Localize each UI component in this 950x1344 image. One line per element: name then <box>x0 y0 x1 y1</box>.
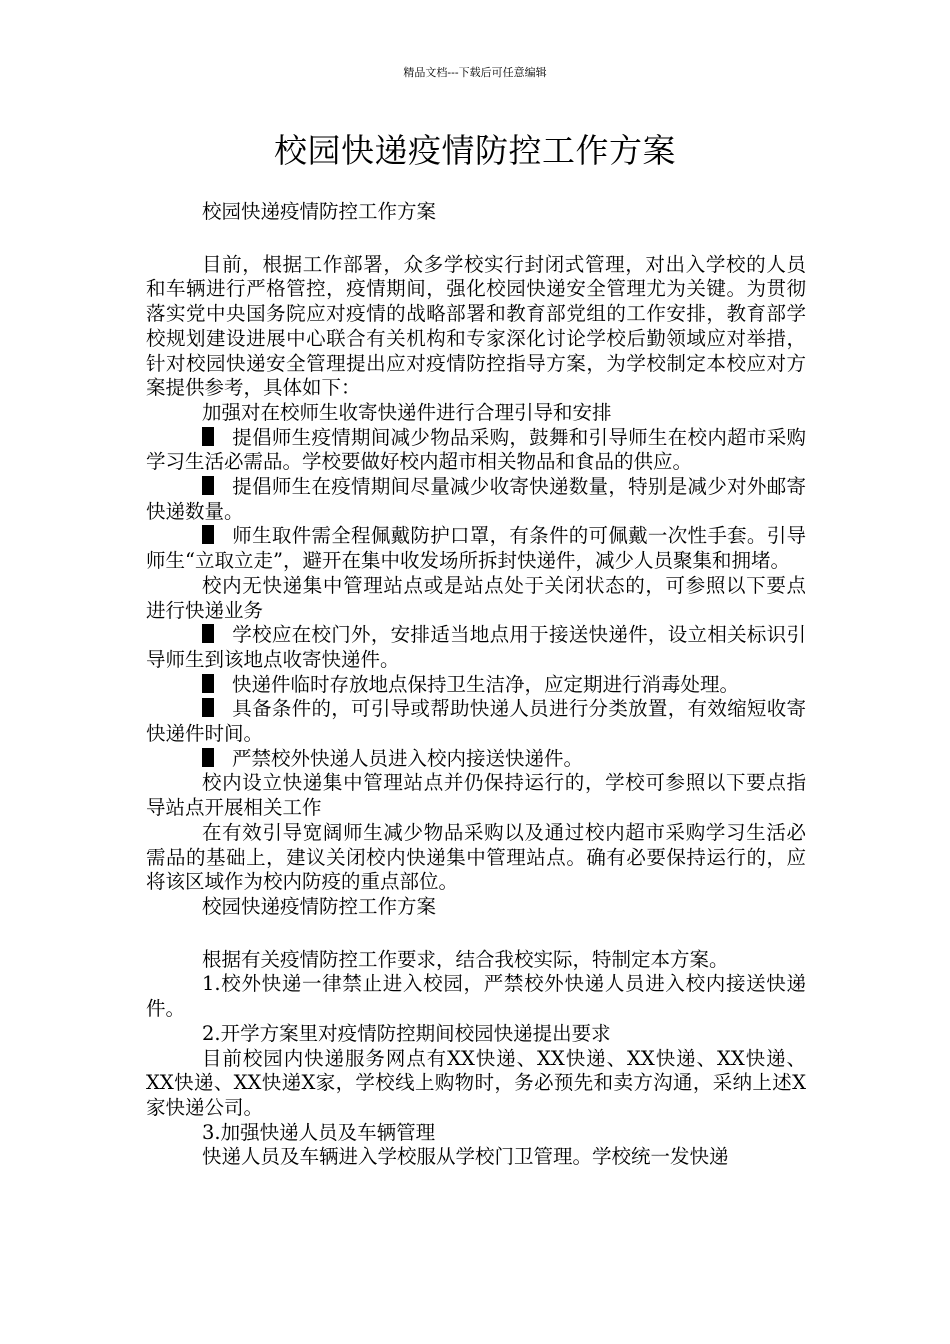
body-paragraph: 在有效引导宽阔师生减少物品采购以及通过校内超市采购学习生活必需品的基础上，建议关闭校内快递集中管理站点。确有必要保持运行的，应将该区域作为校内防疫的重点部位。 <box>146 820 806 894</box>
body-paragraph: 根据有关疫情防控工作要求，结合我校实际，特制定本方案。 <box>202 947 729 971</box>
document-title: 校园快递疫情防控工作方案 <box>274 131 676 170</box>
subtitle-paragraph: 校园快递疫情防控工作方案 <box>202 200 437 223</box>
bullet-square-icon <box>202 525 214 544</box>
body-paragraph: 目前校园内快递服务网点有XX快递、XX快递、XX快递、XX快递、XX快递、XX快递X家，学校线上购物时，务必预先和卖方沟通，采纳上述X家快递公司。 <box>146 1046 806 1119</box>
bullet-text: 师生取件需全程佩戴防护口罩，有条件的可佩戴一次性手套。引导师生“立取立走”，避开在集中收发场所拆封快递件，减少人员聚集和拥堵。 <box>146 524 806 573</box>
bullet-item <box>146 524 806 573</box>
bullet-item <box>146 426 806 475</box>
numbered-item: 1.校外快递一律禁止进入校园，严禁校外快递人员进入校内接送快递件。 <box>146 972 806 1021</box>
header-note: 精品文档---下载后可任意编辑 <box>403 66 547 79</box>
bullet-item <box>146 673 806 698</box>
bullet-square-icon <box>202 427 214 446</box>
section-heading: 加强对在校师生收寄快递件进行合理引导和安排 <box>202 400 612 424</box>
bullet-item <box>146 475 806 524</box>
subtitle-paragraph: 校园快递疫情防控工作方案 <box>202 894 437 918</box>
bullet-text: 快递件临时存放地点保持卫生洁净，应定期进行消毒处理。 <box>232 672 740 696</box>
bullet-square-icon <box>202 748 214 767</box>
bullet-item <box>146 623 806 672</box>
paragraph-gap <box>146 225 806 253</box>
bullet-square-icon <box>202 476 214 495</box>
bullet-text: 严禁校外快递人员进入校内接送快递件。 <box>232 746 584 770</box>
bullet-square-icon <box>202 624 214 643</box>
bullet-item <box>146 747 806 772</box>
numbered-item: 2.开学方案里对疫情防控期间校园快递提出要求 <box>202 1021 611 1045</box>
numbered-item: 3.加强快递人员及车辆管理 <box>202 1120 436 1144</box>
section-heading: 校内无快递集中管理站点或是站点处于关闭状态的，可参照以下要点进行快递业务 <box>146 573 806 622</box>
section-heading: 校内设立快递集中管理站点并仍保持运行的，学校可参照以下要点指导站点开展相关工作 <box>146 771 806 820</box>
paragraph-gap <box>146 920 806 948</box>
intro-paragraph: 目前，根据工作部署，众多学校实行封闭式管理，对出入学校的人员和车辆进行严格管控，疫情期间，强化校园快递安全管理尤为关键。为贯彻落实党中央国务院应对疫情的战略部署和教育部党组的工作安排，教育部学校规划建设进展中心联合有关机构和专家深化讨论学校后勤领域应对举措，针对校园快递安全管理提出应对疫情防控指导方案，为学校制定本校应对方案提供参考，具体如下： <box>146 252 806 400</box>
bullet-text: 学校应在校门外，安排适当地点用于接送快递件，设立相关标识引导师生到该地点收寄快递件。 <box>146 623 806 671</box>
bullet-item <box>146 697 806 746</box>
document-body <box>146 200 806 1170</box>
body-paragraph: 快递人员及车辆进入学校服从学校门卫管理。学校统一发快递 <box>202 1145 729 1169</box>
bullet-text: 提倡师生疫情期间减少物品采购，鼓舞和引导师生在校内超市采购学习生活必需品。学校要做好校内超市相关物品和食品的供应。 <box>146 425 806 474</box>
bullet-square-icon <box>202 698 214 717</box>
bullet-square-icon <box>202 674 214 693</box>
bullet-text: 提倡师生在疫情期间尽量减少收寄快递数量，特别是减少对外邮寄快递数量。 <box>146 475 806 523</box>
bullet-text: 具备条件的，可引导或帮助快递人员进行分类放置，有效缩短收寄快递件时间。 <box>146 697 806 746</box>
